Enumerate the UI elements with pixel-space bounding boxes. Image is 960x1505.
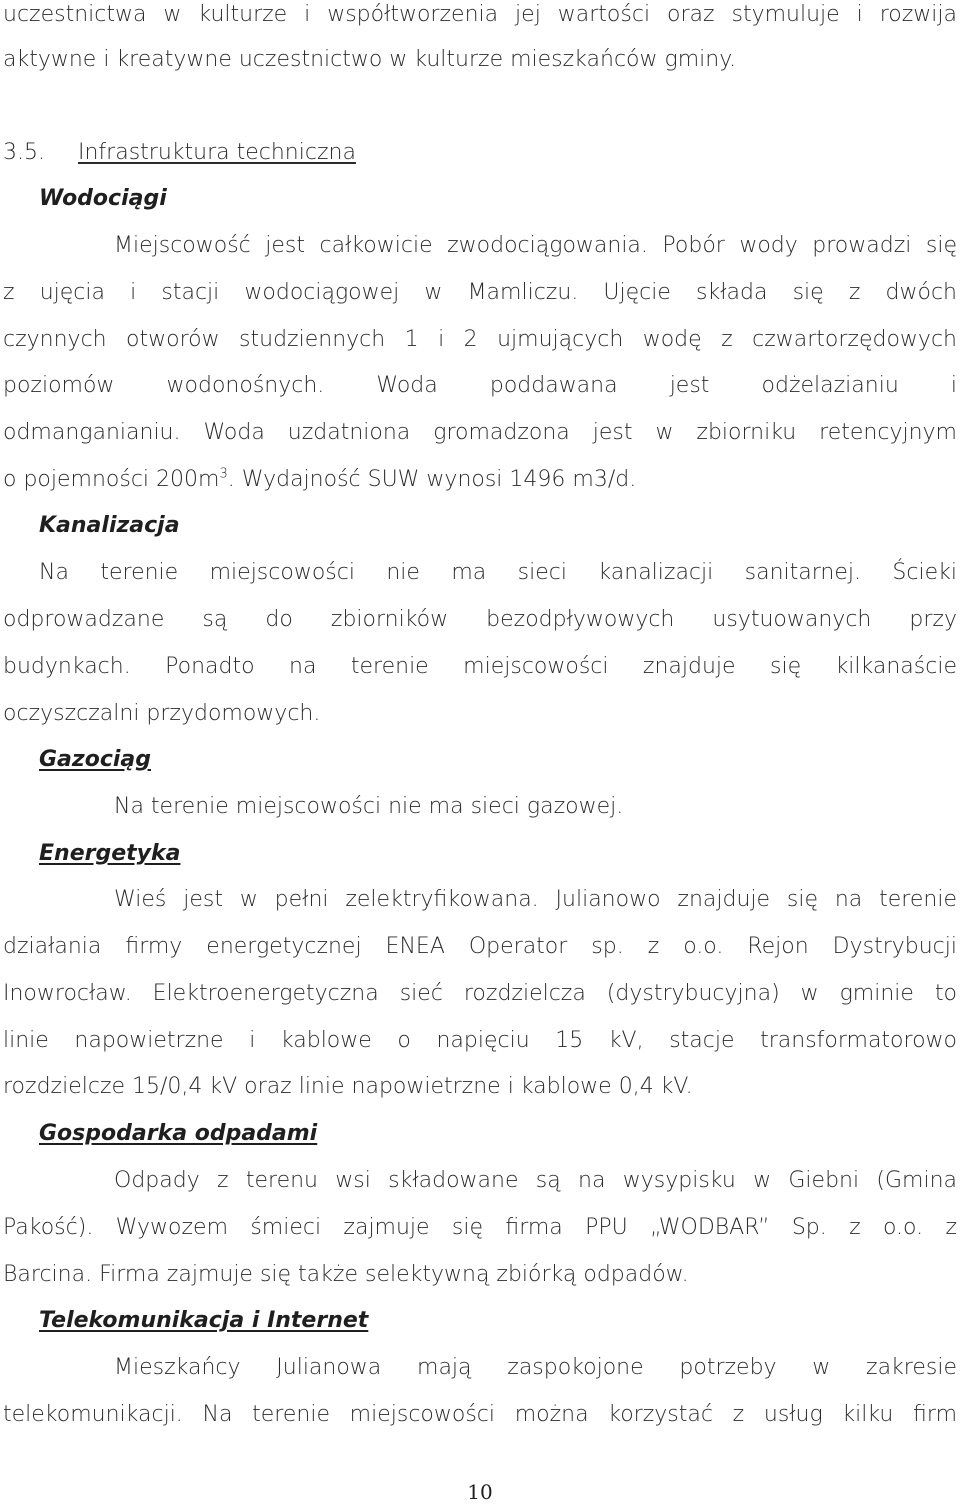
heading-gospodarka-odpadami: Gospodarka odpadami [39,1121,318,1146]
paragraph-line [3,465,957,495]
paragraph-line: odmanganianiu. Woda uzdatniona gromadzona jest w zbiorniku retencyjnym [3,420,957,445]
page-number: 10 [467,1480,493,1504]
heading-telekomunikacja: Telekomunikacja i Internet [39,1308,369,1333]
heading-kanalizacja: Kanalizacja [39,513,180,538]
paragraph-line: budynkach. Ponadto na terenie miejscowości znajduje się kilkanaście [3,654,957,679]
paragraph-line: Wieś jest w pełni zelektryfikowana. Julianowo znajduje się na terenie [114,887,957,912]
superscript: 3 [219,466,228,482]
section-title-text: Infrastruktura techniczna [78,140,356,165]
paragraph-line: rozdzielcze 15/0,4 kV oraz linie napowietrzne i kablowe 0,4 kV. [3,1074,693,1099]
section-title [3,138,356,168]
section-number: 3.5. [3,140,45,165]
heading-wodociagi: Wodociągi [39,186,167,211]
capacity-text: o pojemności 200m [3,467,220,492]
paragraph-line: Pakość). Wywozem śmieci zajmuje się firma PPU „WODBAR” Sp. z o.o. z [3,1215,957,1240]
paragraph-line: odprowadzane są do zbiorników bezodpływowych usytuowanych przy [3,607,957,632]
heading-energetyka: Energetyka [39,841,181,866]
heading-gazociag: Gazociąg [39,747,151,772]
paragraph-line: działania firmy energetycznej ENEA Operator sp. z o.o. Rejon Dystrybucji [3,934,957,959]
paragraph-line: Miejscowość jest całkowicie zwodociągowania. Pobór wody prowadzi się [114,233,957,258]
paragraph-line: telekomunikacji. Na terenie miejscowości można korzystać z usług kilku firm [3,1402,957,1427]
paragraph-line: oczyszczalni przydomowych. [3,701,321,726]
paragraph-line: z ujęcia i stacji wodociągowej w Mamliczu. Ujęcie składa się z dwóch [3,280,957,305]
paragraph-line: czynnych otworów studziennych 1 i 2 ujmujących wodę z czwartorzędowych [3,327,957,352]
paragraph-line: Na terenie miejscowości nie ma sieci gazowej. [114,794,624,819]
paragraph-line: poziomów wodonośnych. Woda poddawana jest odżelazianiu i [3,373,957,398]
paragraph-line: Barcina. Firma zajmuje się także selektywną zbiórką odpadów. [3,1262,689,1287]
paragraph-line: linie napowietrzne i kablowe o napięciu 15 kV, stacje transformatorowo [3,1028,957,1053]
capacity-text-tail: . Wydajność SUW wynosi 1496 m3/d. [227,467,637,492]
paragraph-line: Na terenie miejscowości nie ma sieci kanalizacji sanitarnej. Ścieki [39,560,957,585]
paragraph-line: Inowrocław. Elektroenergetyczna sieć rozdzielcza (dystrybucyjna) w gminie to [3,981,957,1006]
intro-line-1: uczestnictwa w kulturze i współtworzenia jej wartości oraz stymuluje i rozwija [3,2,957,27]
intro-line-2: aktywne i kreatywne uczestnictwo w kulturze mieszkańców gminy. [3,47,737,72]
paragraph-line: Mieszkańcy Julianowa mają zaspokojone potrzeby w zakresie [114,1355,957,1380]
paragraph-line: Odpady z terenu wsi składowane są na wysypisku w Giebni (Gmina [114,1168,957,1193]
